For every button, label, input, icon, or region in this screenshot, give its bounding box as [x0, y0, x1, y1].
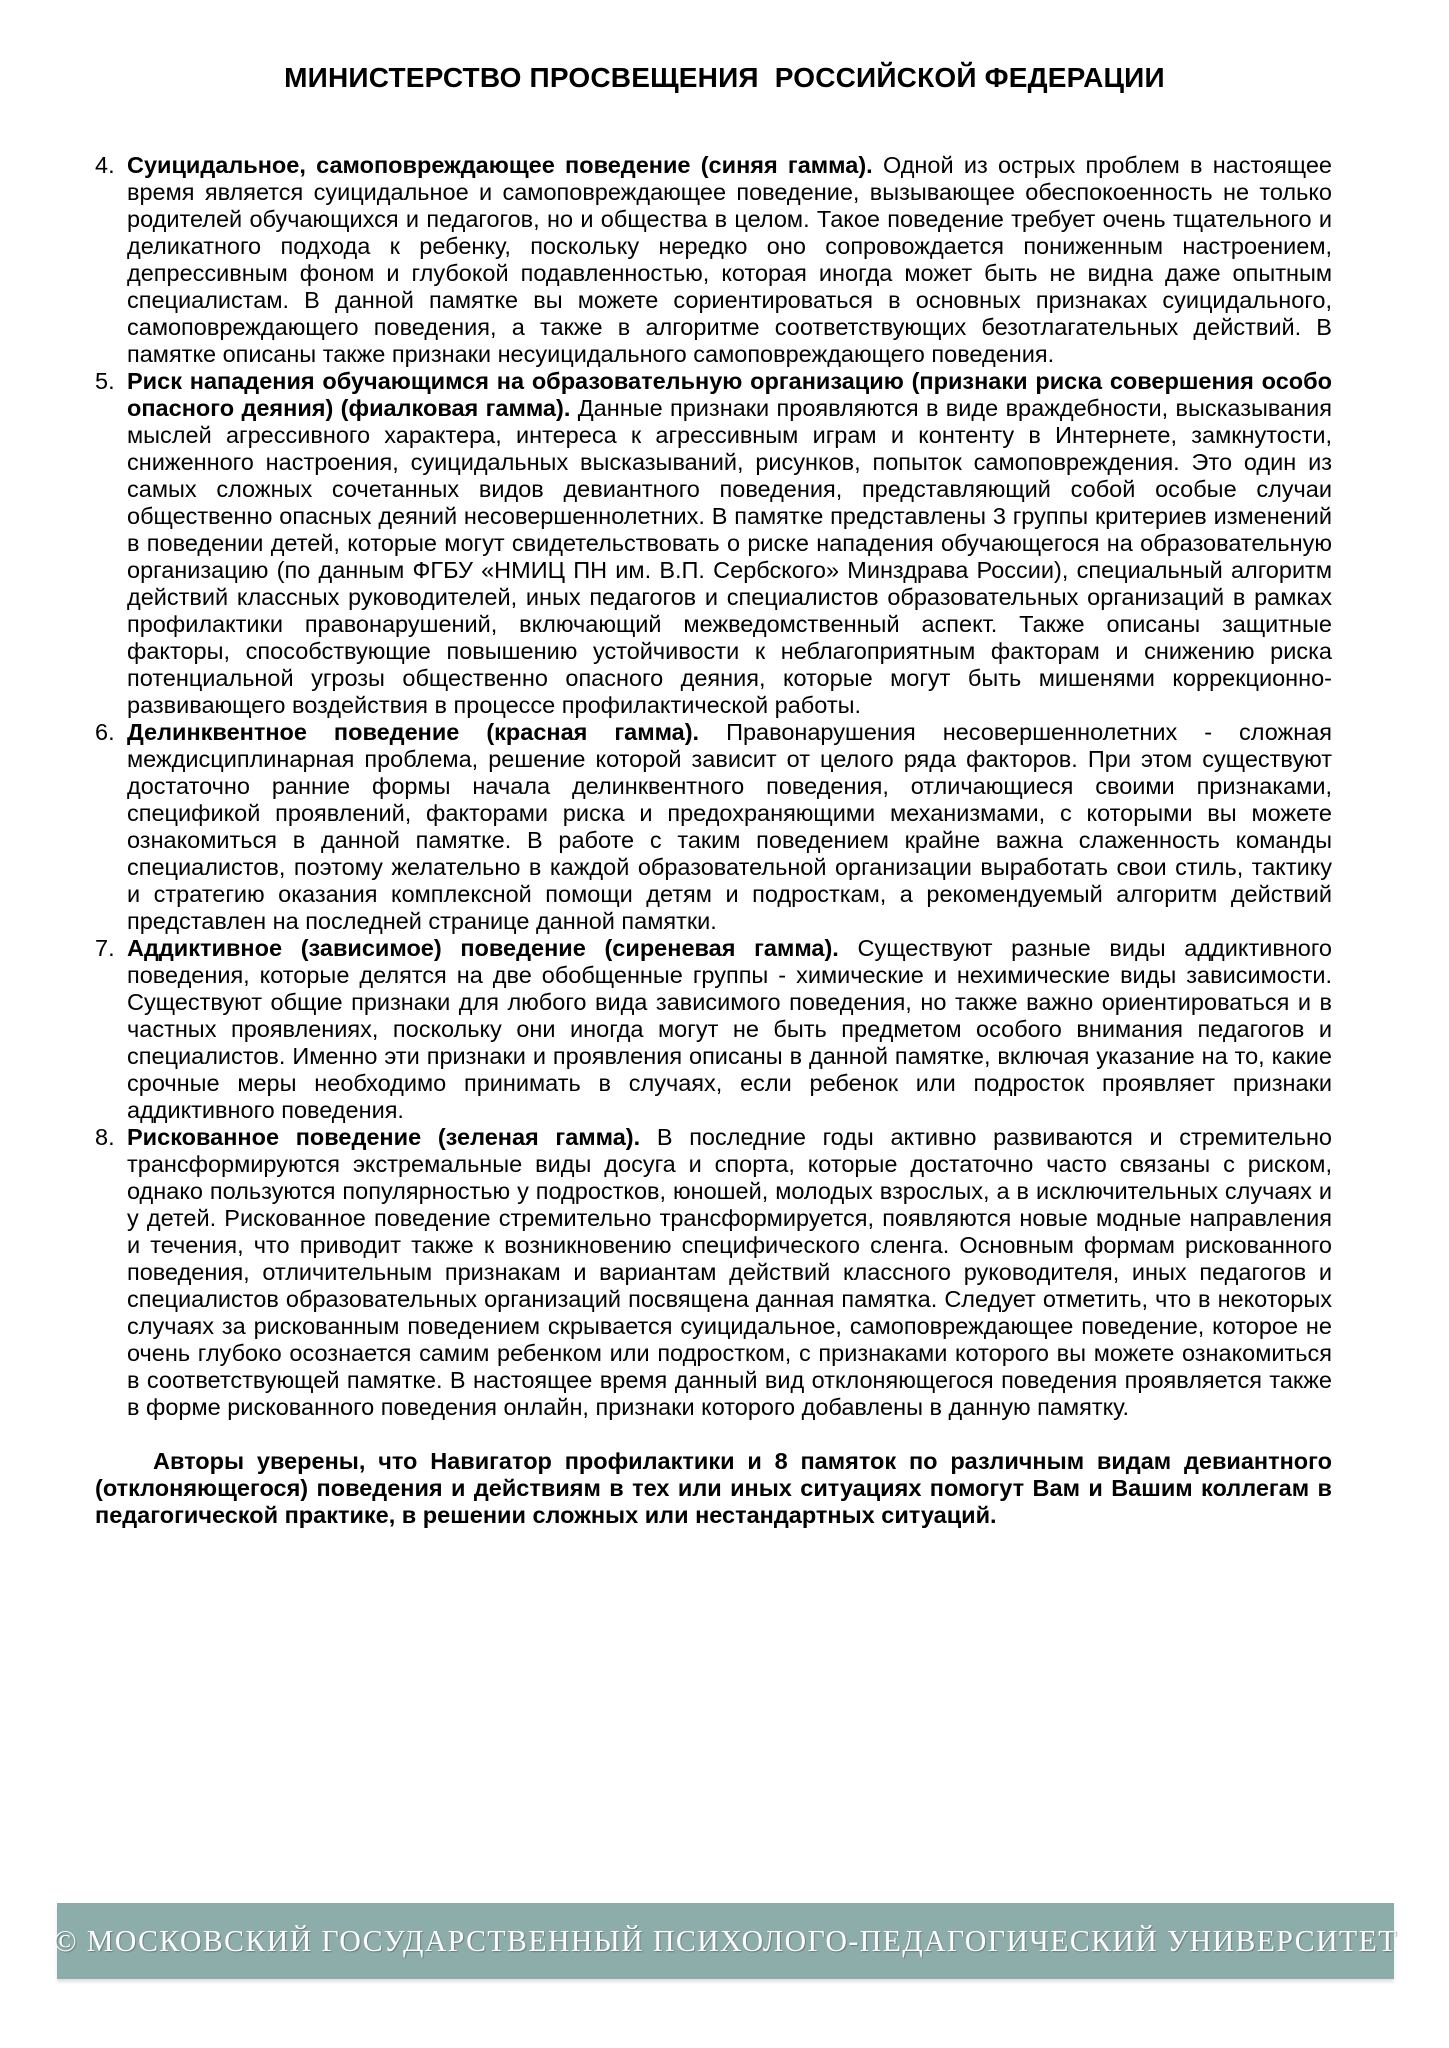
list-item	[95, 1124, 1332, 1421]
item-number: 7.	[95, 935, 115, 961]
item-number: 5.	[95, 368, 115, 394]
item-body: В последние годы активно развиваются и стремительно трансформируются экстремальные виды досуга и спорта, которые достаточно часто связаны с риском, однако пользуются популярностью у подростков, юношей, молодых взрослых, а в исключительных случаях и у детей. Рискованное поведение стремительно трансформируется, появляются новые модные направления и течения, что приводит также к возникновению специфического сленга. Основным формам рискованного поведения, отличительным признакам и вариантам действий классного руководителя, иных педагогов и специалистов образовательных организаций посвящена данная памятка. Следует отметить, что в некоторых случаях за рискованным поведением скрывается суицидальное, самоповреждающее поведение, которое не очень глубоко осознается самим ребенком или подростком, с признаками которого вы можете ознакомиться в соответствующей памятке. В настоящее время данный вид отклоняющегося поведения проявляется также в форме рискованного поведения онлайн, признаки которого добавлены в данную памятку.	[127, 1124, 1333, 1420]
item-lead: Суицидальное, самоповреждающее поведение (синяя гамма).	[127, 152, 873, 178]
document-body	[95, 152, 1332, 1529]
list-item	[95, 152, 1332, 368]
numbered-list	[95, 152, 1332, 1421]
footer-copyright-text: © МОСКОВСКИЙ ГОСУДАРСТВЕННЫЙ ПСИХОЛОГО-ПЕДАГОГИЧЕСКИЙ УНИВЕРСИТЕТ	[53, 1923, 1398, 1958]
item-lead: Аддиктивное (зависимое) поведение (сиреневая гамма).	[127, 935, 839, 961]
item-body: Существуют разные виды аддиктивного поведения, которые делятся на две обобщенные группы - химические и нехимические виды зависимости. Существуют общие признаки для любого вида зависимого поведения, но также важно ориентироваться и в частных проявлениях, поскольку они иногда могут не быть предметом особого внимания педагогов и специалистов. Именно эти признаки и проявления описаны в данной памятке, включая указание на то, какие срочные меры необходимо принимать в случаях, если ребенок или подросток проявляет признаки аддиктивного поведения.	[127, 935, 1332, 1123]
list-item	[95, 935, 1332, 1124]
item-paragraph	[127, 368, 1332, 719]
item-number: 8.	[95, 1124, 115, 1150]
list-item	[95, 719, 1332, 935]
page-title: МИНИСТЕРСТВО ПРОСВЕЩЕНИЯ РОССИЙСКОЙ ФЕДЕРАЦИИ	[284, 62, 1165, 93]
item-lead: Делинквентное поведение (красная гамма).	[127, 719, 700, 745]
closing-paragraph: Авторы уверены, что Навигатор профилактики и 8 памяток по различным видам девиантного (отклоняющегося) поведения и действиям в тех или иных ситуациях помогут Вам и Вашим коллегам в педагогической практике, в решении сложных или нестандартных ситуаций.	[95, 1448, 1332, 1528]
item-paragraph	[127, 152, 1332, 368]
item-body: Данные признаки проявляются в виде враждебности, высказывания мыслей агрессивного характера, интереса к агрессивным играм и контенту в Интернете, замкнутости, сниженного настроения, суицидальных высказываний, рисунков, попыток самоповреждения. Это один из самых сложных сочетанных видов девиантного поведения, представляющий собой особые случаи общественно опасных деяний несовершеннолетних. В памятке представлены 3 группы критериев изменений в поведении детей, которые могут свидетельствовать о риске нападения обучающегося на образовательную организацию (по данным ФГБУ «НМИЦ ПН им. В.П. Сербского» Минздрава России), специальный алгоритм действий классных руководителей, иных педагогов и специалистов образовательных организаций в рамках профилактики правонарушений, включающий межведомственный аспект. Также описаны защитные факторы, способствующие повышению устойчивости к неблагоприятным факторам и снижению риска потенциальной угрозы общественно опасного деяния, которые могут быть мишенями коррекционно-развивающего воздействия в процессе профилактической работы.	[127, 395, 1332, 718]
item-body: Одной из острых проблем в настоящее время является суицидальное и самоповреждающее поведение, вызывающее обеспокоенность не только родителей обучающихся и педагогов, но и общества в целом. Такое поведение требует очень тщательного и деликатного подхода к ребенку, поскольку нередко оно сопровождается пониженным настроением, депрессивным фоном и глубокой подавленностью, которая иногда может быть не видна даже опытным специалистам. В данной памятке вы можете сориентироваться в основных признаках суицидального, самоповреждающего поведения, а также в алгоритме соответствующих безотлагательных действий. В памятке описаны также признаки несуицидального самоповреждающего поведения.	[127, 152, 1333, 367]
item-lead: Рискованное поведение (зеленая гамма).	[127, 1124, 641, 1150]
footer-bar	[53, 1903, 1398, 1979]
item-paragraph	[127, 1124, 1332, 1421]
item-body: Правонарушения несовершеннолетних - сложная междисциплинарная проблема, решение которой зависит от целого ряда факторов. При этом существуют достаточно ранние формы начала делинквентного поведения, отличающиеся своими признаками, спецификой проявлений, факторами риска и предохраняющими механизмами, с которыми вы можете ознакомиться в данной памятке. В работе с таким поведением крайне важна слаженность команды специалистов, поэтому желательно в каждой образовательной организации выработать свои стиль, тактику и стратегию оказания комплексной помощи детям и подросткам, а рекомендуемый алгоритм действий представлен на последней странице данной памятки.	[127, 719, 1333, 934]
item-lead: Риск нападения обучающимся на образовательную организацию (признаки риска совершения особо опасного деяния) (фиалковая гамма).	[127, 368, 1332, 421]
item-number: 6.	[95, 719, 115, 745]
item-paragraph	[127, 719, 1332, 935]
item-number: 4.	[95, 152, 115, 178]
list-item	[95, 368, 1332, 719]
item-paragraph	[127, 935, 1332, 1124]
